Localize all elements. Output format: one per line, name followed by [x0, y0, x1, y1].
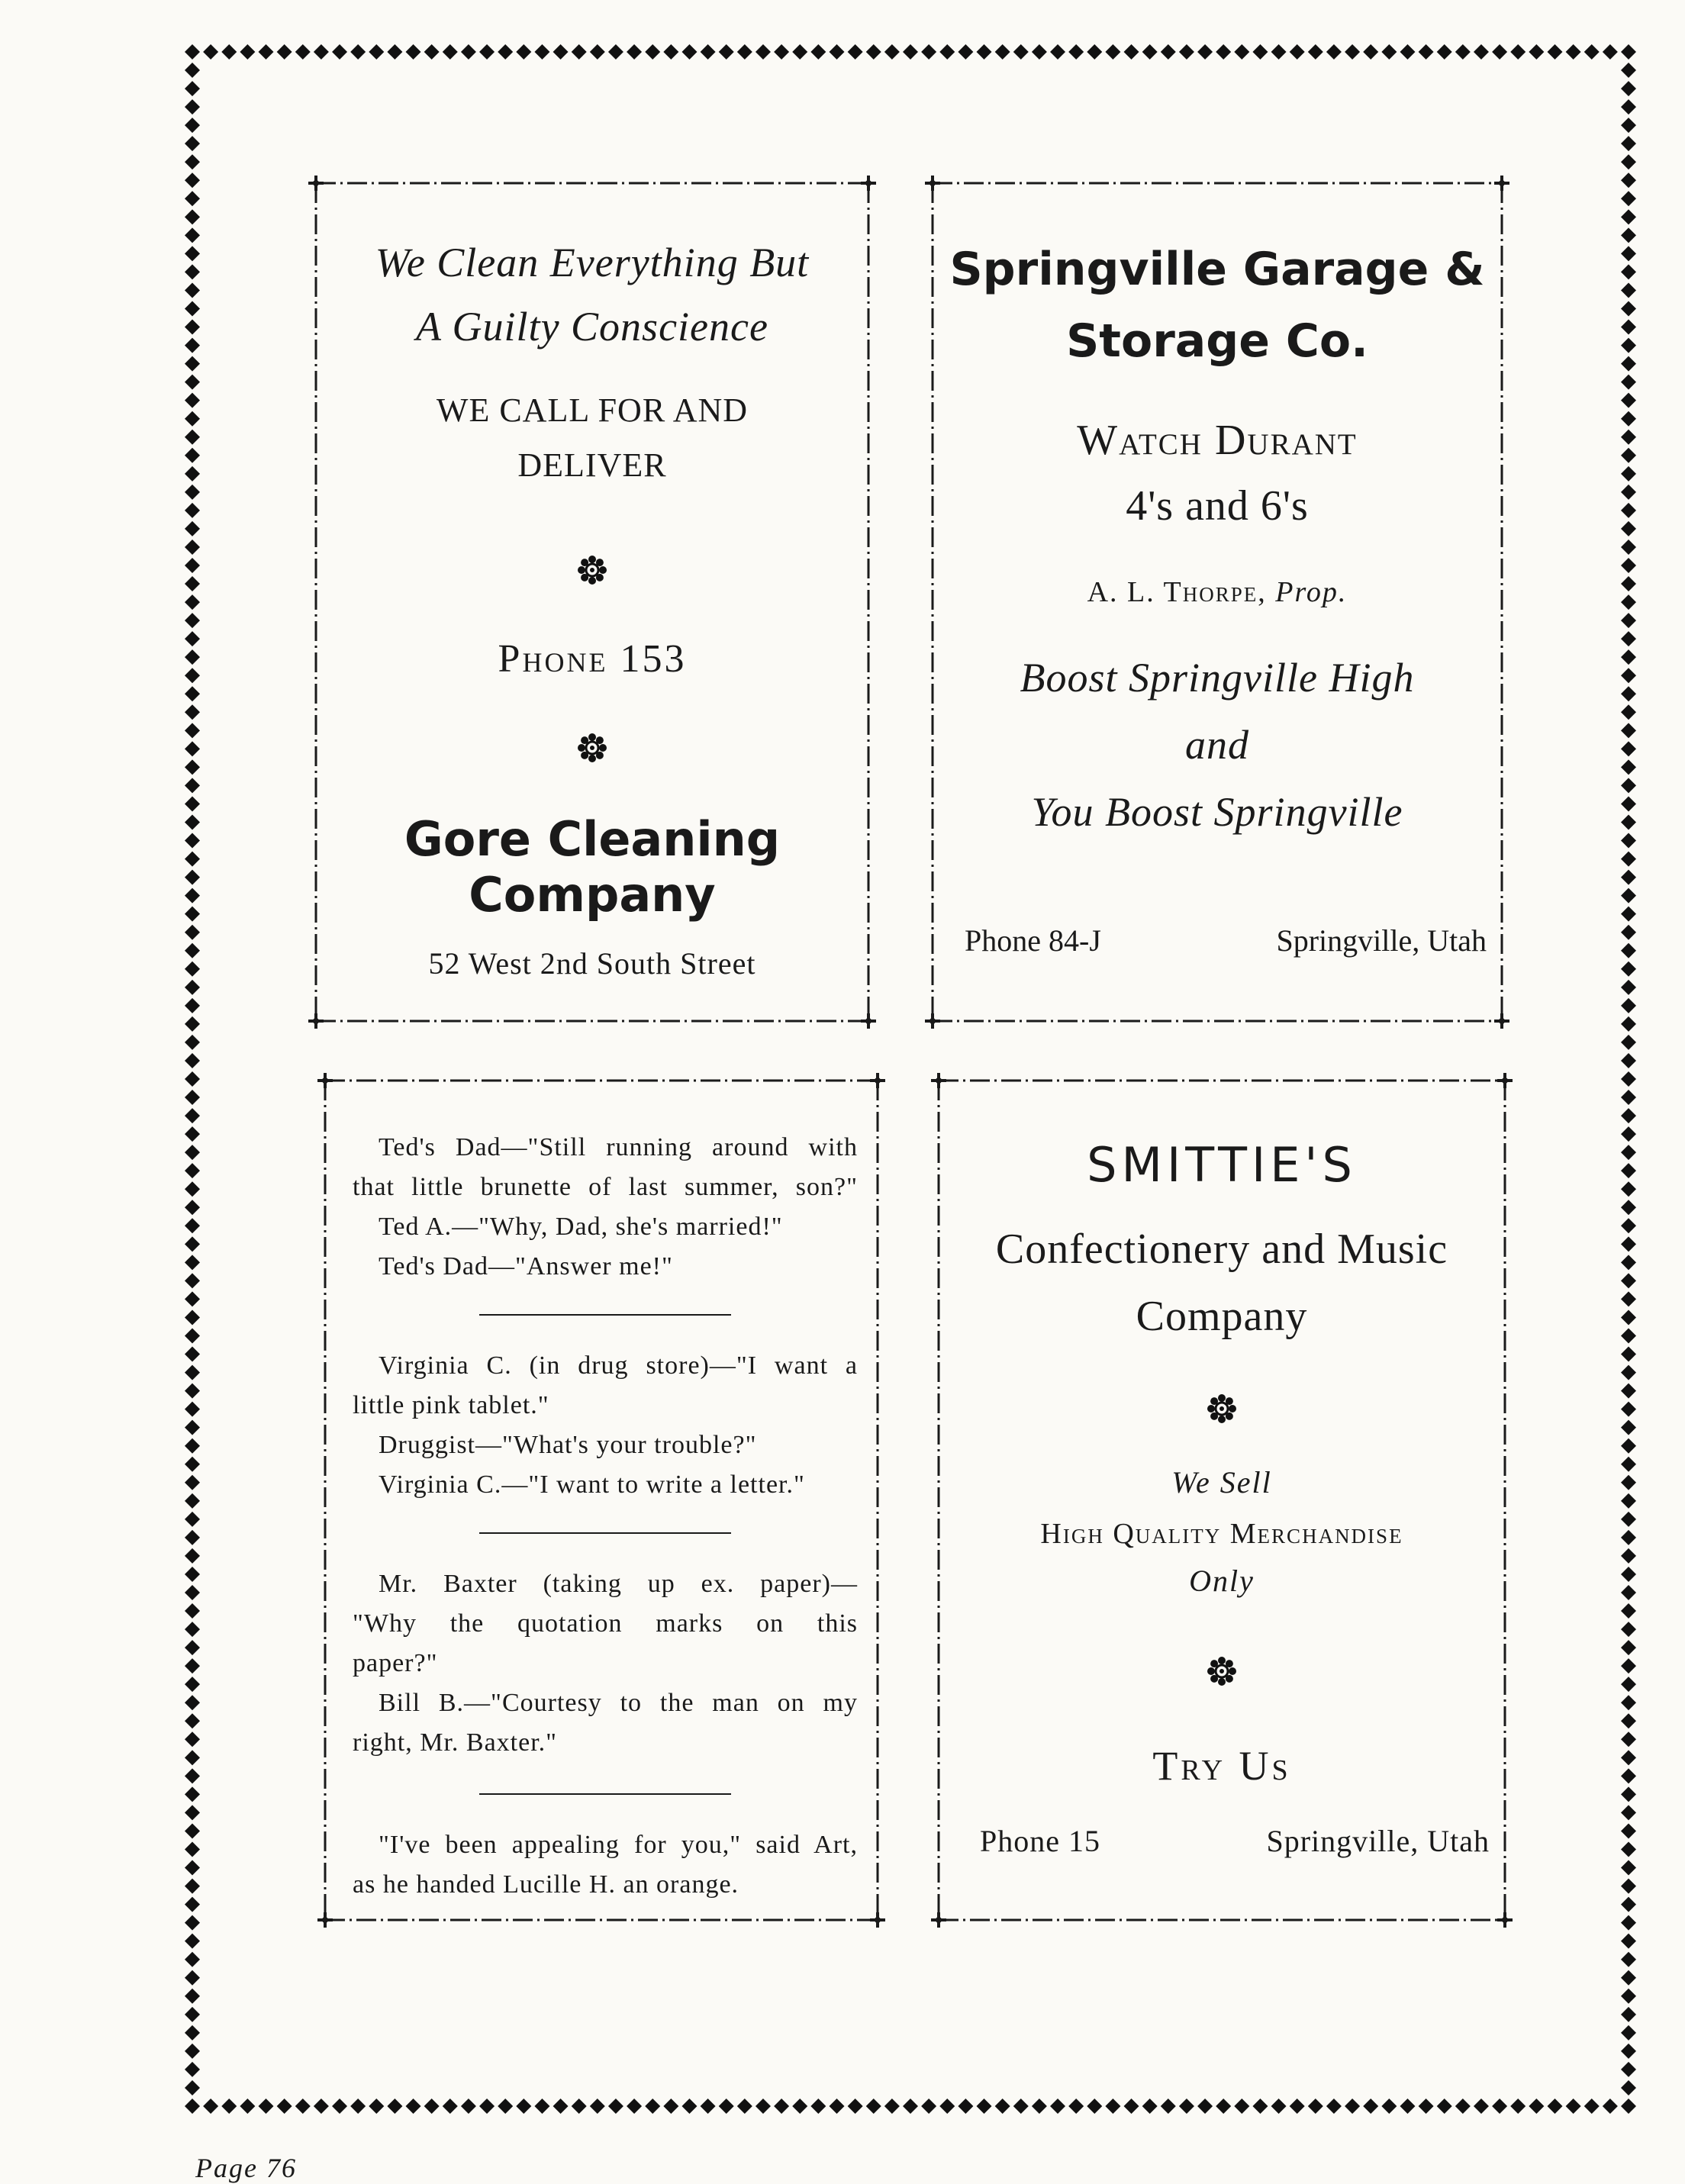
only-text: Only — [1189, 1564, 1255, 1598]
joke-baxter — [353, 1564, 858, 1763]
proprietor-name: A. L. Thorpe, — [1087, 576, 1267, 608]
joke-line: Bill B.—"Courtesy to the man on my — [379, 1689, 858, 1717]
flower-ornament-icon — [576, 554, 608, 586]
gore-cleaning-ad — [305, 172, 879, 1032]
joke-separator — [479, 1314, 731, 1316]
joke-line: "Why the quotation marks on this — [353, 1609, 858, 1638]
phone-number: Phone 84-J — [965, 923, 1101, 958]
ad-footer — [965, 923, 1487, 958]
slogan-line-1: Boost Springville High — [1020, 655, 1415, 701]
watch-line-2: 4's and 6's — [1126, 482, 1309, 530]
tagline-line-1: We Clean Everything But — [375, 240, 810, 285]
service-line-1: WE CALL FOR AND — [436, 391, 749, 429]
joke-line: paper?" — [353, 1649, 438, 1677]
flower-ornament-icon — [576, 732, 608, 764]
service-line-2: DELIVER — [517, 446, 667, 484]
company-name: Gore Cleaning Company — [404, 811, 781, 923]
joke-line: Ted's Dad—"Still running around with — [379, 1133, 858, 1161]
name-line-1: Springville Garage & — [949, 243, 1485, 296]
joke-line: right, Mr. Baxter." — [353, 1728, 558, 1757]
company-name: SMITTIE'S — [1087, 1137, 1357, 1193]
joke-line: "I've been appealing for you," said Art, — [379, 1831, 858, 1859]
proprietor-title: Prop. — [1275, 576, 1348, 608]
joke-line: Druggist—"What's your trouble?" — [379, 1431, 757, 1459]
joke-line: Virginia C. (in drug store)—"I want a — [379, 1351, 858, 1380]
watch-durant-text — [1077, 407, 1357, 539]
location: Springville, Utah — [1276, 923, 1487, 958]
company-name — [949, 234, 1484, 377]
joke-line: Virginia C.—"I want to write a letter." — [379, 1470, 805, 1499]
location: Springville, Utah — [1266, 1824, 1490, 1858]
tagline-line-2: A Guilty Conscience — [416, 304, 768, 350]
service-text — [437, 383, 748, 493]
flower-ornament-icon — [1206, 1655, 1238, 1687]
phone-number: Phone 153 — [498, 637, 687, 681]
ad-tagline — [375, 230, 809, 359]
joke-line: little pink tablet." — [353, 1391, 549, 1419]
name-line-2: Storage Co. — [1066, 314, 1368, 368]
joke-line: Mr. Baxter (taking up ex. paper)— — [379, 1570, 858, 1598]
slogan-line-2: and — [1185, 722, 1249, 768]
joke-separator — [479, 1793, 731, 1795]
joke-line: that little brunette of last summer, son?" — [353, 1173, 858, 1201]
we-sell-text: We Sell — [1171, 1465, 1272, 1499]
quality-text: High Quality Merchandise — [1040, 1518, 1403, 1550]
proprietor-line — [1087, 575, 1348, 609]
joke-line: as he handed Lucille H. an orange. — [353, 1870, 739, 1899]
smitties-ad — [928, 1070, 1516, 1931]
slogan-line-3: You Boost Springville — [1031, 789, 1403, 835]
desc-line-1: Confectionery and Music — [995, 1226, 1448, 1273]
page-number: Page 76 — [195, 2153, 297, 2183]
phone-number: Phone 15 — [980, 1824, 1100, 1858]
joke-ted — [353, 1128, 858, 1287]
try-us-text: Try Us — [1152, 1743, 1291, 1789]
company-description — [996, 1216, 1448, 1350]
flower-ornament-icon — [1206, 1393, 1238, 1425]
slogan — [1020, 644, 1415, 846]
desc-line-2: Company — [1136, 1293, 1308, 1340]
springville-garage-ad — [922, 172, 1513, 1032]
jokes-box — [314, 1070, 888, 1931]
watch-line-1: Watch Durant — [1077, 417, 1358, 464]
ad-footer — [980, 1823, 1490, 1859]
joke-art — [353, 1825, 858, 1905]
joke-line: Ted A.—"Why, Dad, she's married!" — [379, 1213, 783, 1241]
street-address: 52 West 2nd South Street — [428, 946, 756, 981]
joke-virginia — [353, 1346, 858, 1505]
joke-line: Ted's Dad—"Answer me!" — [379, 1252, 673, 1280]
joke-separator — [479, 1532, 731, 1534]
